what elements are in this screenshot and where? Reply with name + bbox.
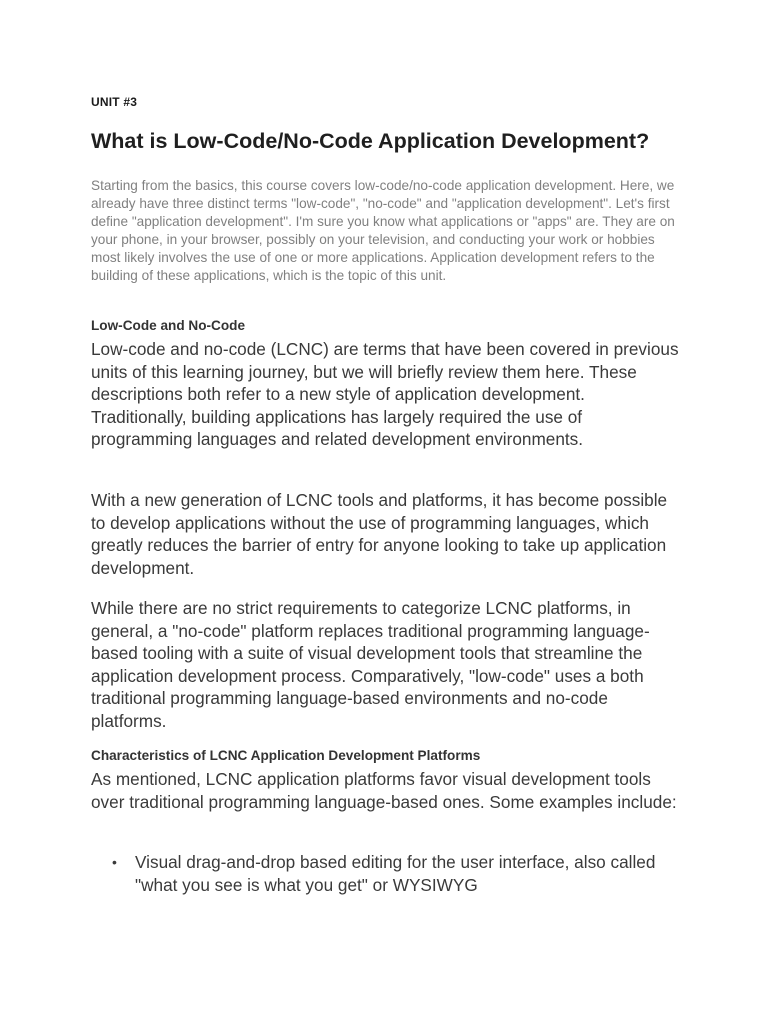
lcnc-paragraph-3: While there are no strict requirements to categorize LCNC platforms, in general, a "no-code" platform replaces traditional programming language-based tooling with a suite of visual development tools that streamline the application development process. Comparatively, "low-code" uses a both traditional programming language-based environments and no-code platforms. <box>91 598 650 731</box>
intro-paragraph: Starting from the basics, this course covers low-code/no-code application development. Here, we already have three distinct terms "low-code", "no-code" and "application development". Let's first define "application development". I'm sure you know what applications or "apps" are. They are on your phone, in your browser, possibly on your television, and conducting your work or hobbies most likely involves the use of one or more applications. Application development refers to the building of these applications, which is the topic of this unit. <box>91 178 675 283</box>
page-title: What is Low-Code/No-Code Application Development? <box>91 129 650 153</box>
lcnc-paragraph-2: With a new generation of LCNC tools and platforms, it has become possible to develop applications without the use of programming languages, which greatly reduces the barrier of entry for anyone looking to take up application development. <box>91 490 668 578</box>
section-heading-lcnc: Low-Code and No-Code <box>91 318 246 333</box>
list-item <box>91 851 681 897</box>
lcnc-paragraph-1: Low-code and no-code (LCNC) are terms that have been covered in previous units of this learning journey, but we will briefly review them here. These descriptions both refer to a new style of application development. Traditionally, building applications has largely required the use of programming languages and related development environments. <box>91 339 679 449</box>
examples-list <box>91 851 681 897</box>
bullet-dot-icon: • <box>112 854 117 870</box>
section-heading-characteristics: Characteristics of LCNC Application Development Platforms <box>91 748 481 763</box>
list-item-text: Visual drag-and-drop based editing for the user interface, also called "what you see is what you get" or WYSIWYG <box>135 852 656 895</box>
unit-label: UNIT #3 <box>91 95 138 109</box>
characteristics-paragraph: As mentioned, LCNC application platforms favor visual development tools over traditional programming language-based ones. Some examples include: <box>91 769 677 812</box>
